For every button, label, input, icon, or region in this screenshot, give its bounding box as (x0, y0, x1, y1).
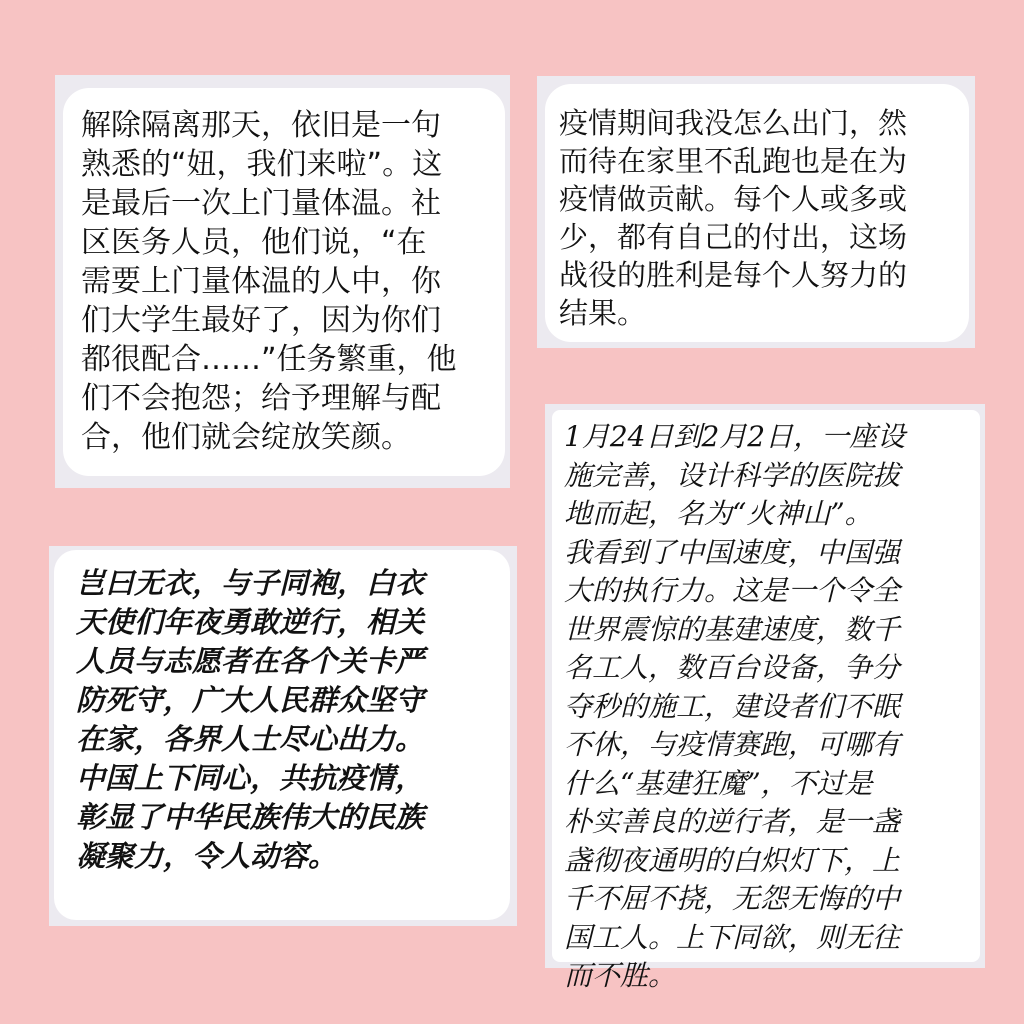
text-card-quarantine-release: 解除隔离那天，依旧是一句 熟悉的“妞，我们来啦”。这 是最后一次上门量体温。社 区医务人员，他们说，“在 需要上门量体温的人中，你 们大学生最好了，因为你们 都很配合……”任务繁重，他 们不会抱怨；给予理解与配 合，他们就会绽放笑颜。 (63, 88, 505, 476)
text-card-national-unity: 岂曰无衣，与子同袍，白衣 天使们年夜勇敢逆行，相关 人员与志愿者在各个关卡严 防死守，广大人民群众坚守 在家，各界人士尽心出力。 中国上下同心，共抗疫情， 彰显了中华民族伟大的民族 凝聚力，令人动容。 (54, 550, 510, 920)
text-card-huoshenshan-hospital: 1月24日到2月2日，一座设 施完善，设计科学的医院拔 地而起，名为“火神山”。 我看到了中国速度，中国强 大的执行力。这是一个令全 世界震惊的基建速度，数千 名工人，数百台设备，争分 夺秒的施工，建设者们不眠 不休，与疫情赛跑，可哪有 什么“基建狂魔”，不过是 朴实善良的逆行者，是一盏 盏彻夜通明的白炽灯下，上 千不屈不挠，无怨无悔的中 国工人。上下同欲，则无往 而不胜。 (552, 410, 980, 962)
text-card-staying-home: 疫情期间我没怎么出门，然 而待在家里不乱跑也是在为 疫情做贡献。每个人或多或 少，都有自己的付出，这场 战役的胜利是每个人努力的 结果。 (545, 84, 969, 342)
